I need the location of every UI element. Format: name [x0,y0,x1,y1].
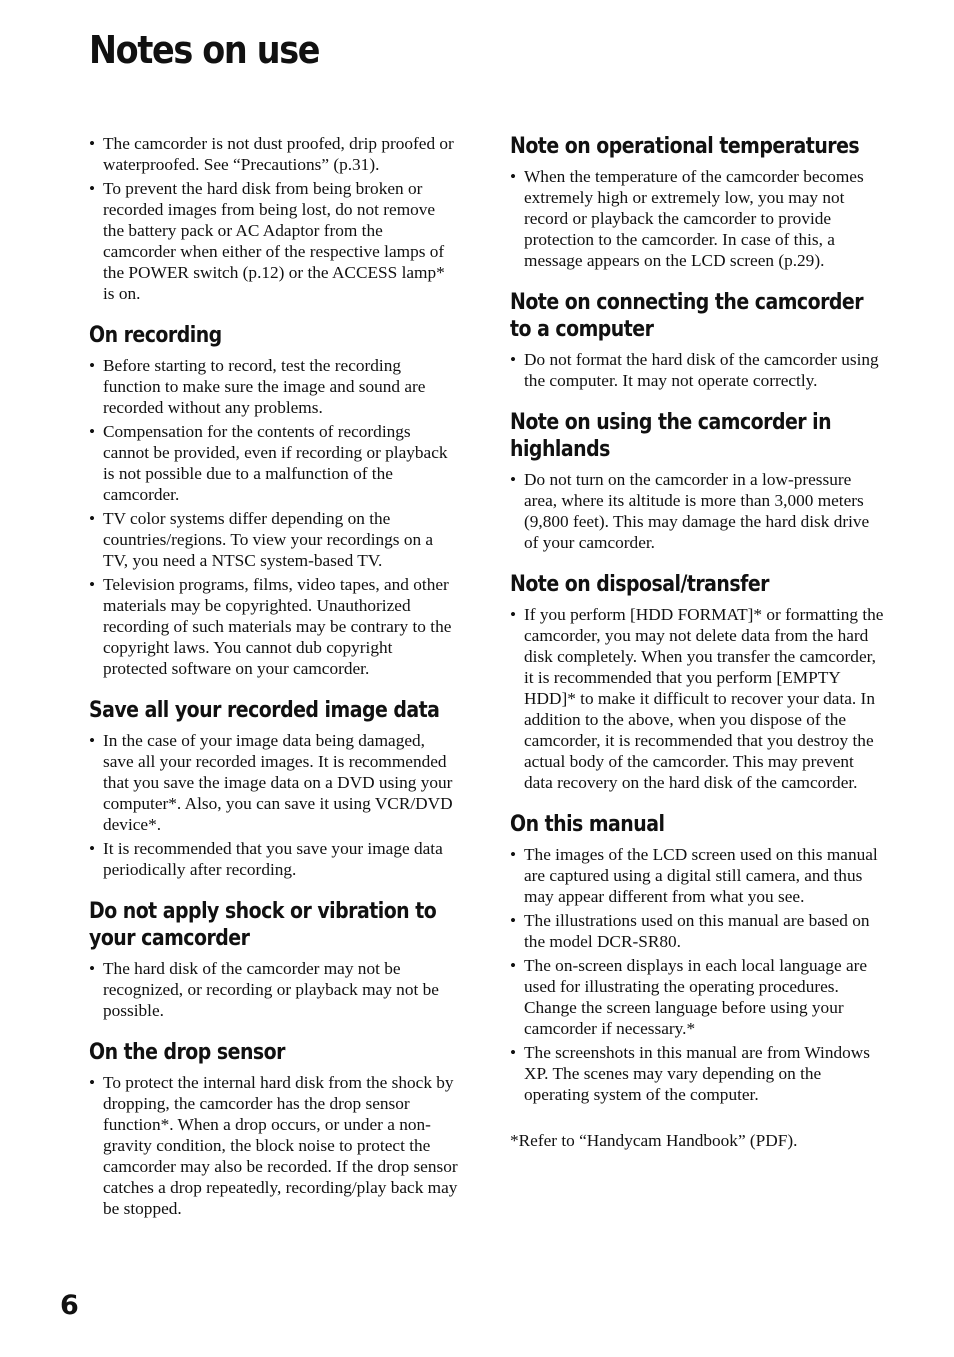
list-item: • The images of the LCD screen used on this manual are captured using a digital still camera, and thus may appear different from what you see. [510,844,884,907]
list-item: • The illustrations used on this manual are based on the model DCR-SR80. [510,910,884,952]
page-title: Notes on use [89,28,320,72]
section-heading-on-recording: On recording [89,323,222,348]
computer-list [510,349,884,391]
section-heading-save-data: Save all your recorded image data [89,698,440,723]
save-data-list [89,730,459,880]
highlands-list [510,469,884,553]
list-item: • Do not format the hard disk of the camcorder using the computer. It may not operate correctly. [510,349,884,391]
list-item: • In the case of your image data being damaged, save all your recorded images. It is recommended that you save the image data on a DVD using your computer*. Also, you can save it using VCR/DVD device*. [89,730,459,835]
list-item: • The hard disk of the camcorder may not be recognized, or recording or playback may not be possible. [89,958,459,1021]
on-recording-list [89,355,459,679]
section-heading-manual: On this manual [510,812,665,837]
list-item: • Before starting to record, test the recording function to make sure the image and sound are recorded without any problems. [89,355,459,418]
list-item: • The camcorder is not dust proofed, drip proofed or waterproofed. See “Precautions” (p.31). [89,133,459,175]
temperatures-list [510,166,884,271]
shock-vibration-list [89,958,459,1021]
list-item: • If you perform [HDD FORMAT]* or formatting the camcorder, you may not delete data from the hard disk completely. When you transfer the camcorder, it is recommended that you perform [EMPTY HDD]* to make it difficult to recover your data. In addition to the above, when you dispose of the camcorder, it is recommended that you destroy the actual body of the camcorder. This may prevent data recovery on the hard disk of the camcorder. [510,604,884,793]
list-item: • The screenshots in this manual are from Windows XP. The scenes may vary depending on the operating system of the computer. [510,1042,884,1105]
list-item: • Compensation for the contents of recordings cannot be provided, even if recording or playback is not possible due to a malfunction of the camcorder. [89,421,459,505]
section-heading-drop-sensor: On the drop sensor [89,1040,285,1065]
drop-sensor-list [89,1072,459,1219]
list-item: • To prevent the hard disk from being broken or recorded images from being lost, do not remove the battery pack or AC Adaptor from the camcorder when either of the respective lamps of the POWER switch (p.12) or the ACCESS lamp* is on. [89,178,459,304]
disposal-list [510,604,884,793]
left-column [89,133,459,1222]
list-item: • To protect the internal hard disk from the shock by dropping, the camcorder has the drop sensor function*. When a drop occurs, or under a non-gravity condition, the block noise to protect the camcorder may also be recorded. If the drop sensor catches a drop repeatedly, recording/play back may be stopped. [89,1072,459,1219]
section-heading-computer: Note on connecting the camcorder to a computer [510,290,864,342]
section-heading-temperatures: Note on operational temperatures [510,134,860,159]
intro-list [89,133,459,304]
section-heading-shock-vibration: Do not apply shock or vibration to your camcorder [89,899,437,951]
list-item: • When the temperature of the camcorder becomes extremely high or extremely low, you may not record or playback the camcorder to provide protection to the camcorder. In case of this, a message appears on the LCD screen (p.29). [510,166,884,271]
list-item: • Do not turn on the camcorder in a low-pressure area, where its altitude is more than 3,000 meters (9,800 feet). This may damage the hard disk drive of your camcorder. [510,469,884,553]
list-item: • It is recommended that you save your image data periodically after recording. [89,838,459,880]
list-item: • TV color systems differ depending on the countries/regions. To view your recordings on a TV, you need a NTSC system-based TV. [89,508,459,571]
list-item: • The on-screen displays in each local language are used for illustrating the operating procedures. Change the screen language before using your camcorder if necessary.* [510,955,884,1039]
footnote: *Refer to “Handycam Handbook” (PDF). [510,1131,798,1150]
page-number: 6 [60,1290,79,1321]
section-heading-disposal: Note on disposal/transfer [510,572,769,597]
list-item: • Television programs, films, video tapes, and other materials may be copyrighted. Unauthorized recording of such materials may be contrary to the copyright laws. You cannot dub copyright protected software on your camcorder. [89,574,459,679]
manual-list [510,844,884,1105]
right-column [510,133,884,1151]
section-heading-highlands: Note on using the camcorder in highlands [510,410,832,462]
